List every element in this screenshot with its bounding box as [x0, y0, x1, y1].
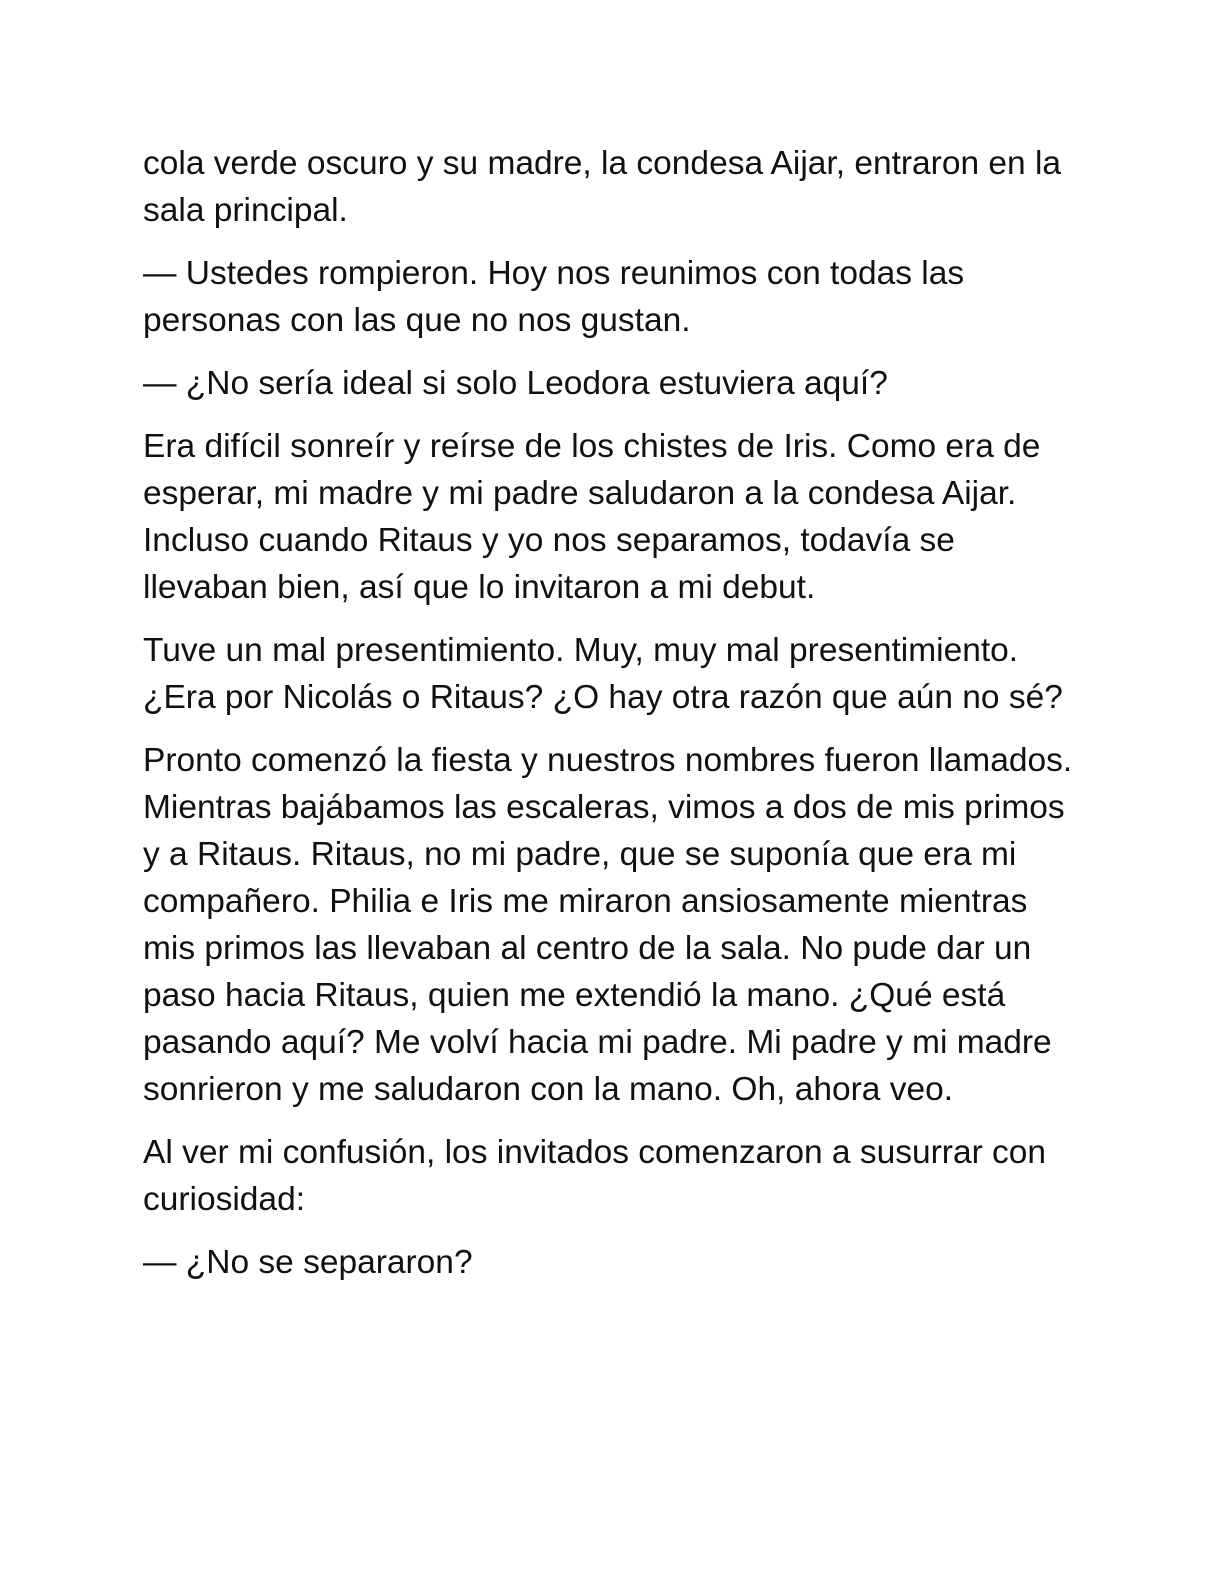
paragraph: cola verde oscuro y su madre, la condesa Aijar, entraron en la sala principal. — [143, 145, 1062, 229]
paragraph: Pronto comenzó la fiesta y nuestros nombres fueron llamados. Mientras bajábamos las escaleras, vimos a dos de mis primos y a Ritaus. Ritaus, no mi padre, que se suponía que era mi compañero. Philia e Iris me miraron ansiosamente mientras mis primos las llevaban al centro de la sala. No pude dar un paso hacia Ritaus, quien me extendió la mano. ¿Qué está pasando aquí? Me volví hacia mi padre. Mi padre y mi madre sonrieron y me saludaron con la mano. Oh, ahora veo. — [143, 742, 1073, 1108]
paragraph: Al ver mi confusión, los invitados comenzaron a susurrar con curiosidad: — [143, 1134, 1047, 1218]
paragraph: — ¿No sería ideal si solo Leodora estuviera aquí? — [143, 365, 888, 402]
paragraph: Tuve un mal presentimiento. Muy, muy mal presentimiento. ¿Era por Nicolás o Ritaus? ¿O hay otra razón que aún no sé? — [143, 632, 1063, 716]
paragraph: — ¿No se separaron? — [143, 1244, 473, 1281]
document-page — [143, 140, 1083, 1302]
paragraph: — Ustedes rompieron. Hoy nos reunimos con todas las personas con las que no nos gustan. — [143, 255, 965, 339]
paragraph: Era difícil sonreír y reírse de los chistes de Iris. Como era de esperar, mi madre y mi padre saludaron a la condesa Aijar. Incluso cuando Ritaus y yo nos separamos, todavía se llevaban bien, así que lo invitaron a mi debut. — [143, 428, 1041, 606]
